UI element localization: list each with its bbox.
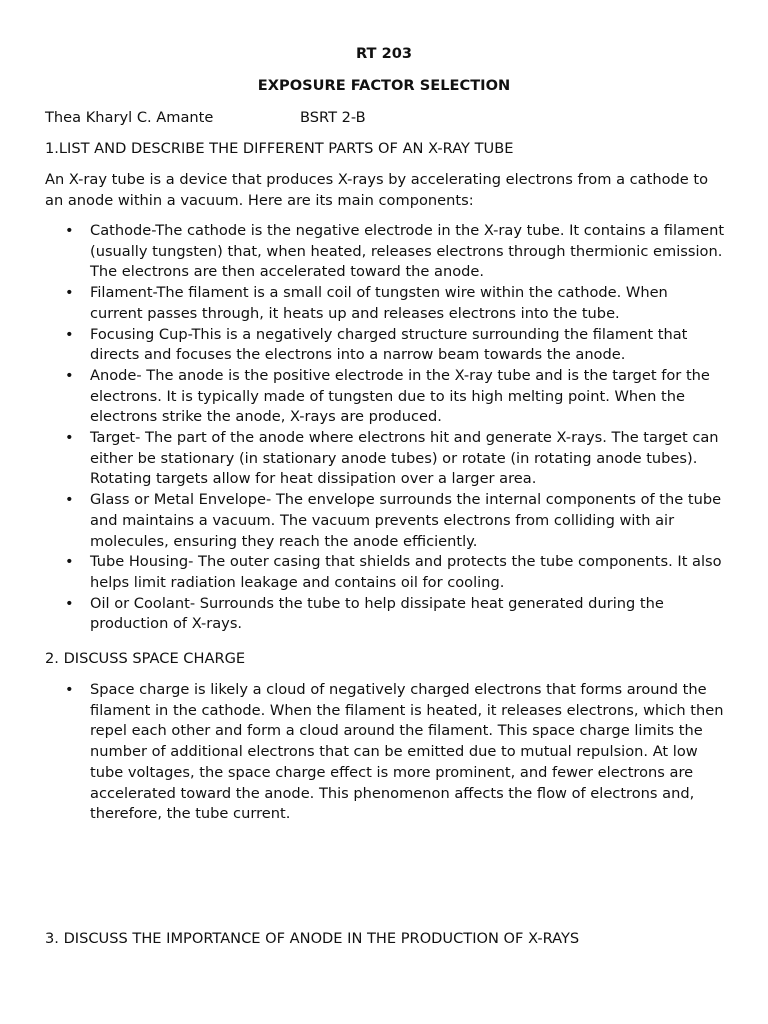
list-item-text: Target- The part of the anode where electrons hit and generate X-rays. The target can either be stationary (in stationary anode tubes) or rotate (in rotating anode tubes). Rotating targets allow for heat dissipation over a larger area. — [90, 429, 719, 488]
list-item — [45, 680, 725, 825]
bullet-icon: • — [65, 429, 74, 447]
list-item — [45, 221, 725, 283]
bullet-icon: • — [65, 491, 74, 509]
list-item-text: Glass or Metal Envelope- The envelope surrounds the internal components of the tube and maintains a vacuum. The vacuum prevents electrons from colliding with air molecules, ensuring they reach the anode efficiently. — [90, 491, 722, 550]
list-item — [45, 283, 725, 324]
list-item-text: Cathode-The cathode is the negative electrode in the X-ray tube. It contains a filament (usually tungsten) that, when heated, releases electrons through thermionic emission. The electrons are then accelerated toward the anode. — [90, 222, 725, 281]
question-2-heading: 2. DISCUSS SPACE CHARGE — [45, 650, 246, 667]
question-3-heading: 3. DISCUSS THE IMPORTANCE OF ANODE IN THE PRODUCTION OF X-RAYS — [45, 930, 580, 947]
list-item — [45, 428, 725, 490]
bullet-icon: • — [65, 222, 74, 239]
list-item-text: Oil or Coolant- Surrounds the tube to help dissipate heat generated during the production of X-rays. — [90, 594, 664, 633]
list-item — [45, 366, 725, 428]
list-item — [45, 325, 725, 366]
bullet-icon: • — [65, 366, 74, 384]
list-item — [45, 552, 725, 593]
bullet-icon: • — [65, 594, 74, 612]
question-1-heading: 1.LIST AND DESCRIBE THE DIFFERENT PARTS OF AN X-RAY TUBE — [45, 140, 514, 157]
question-1-list — [45, 221, 725, 635]
list-item — [45, 594, 725, 635]
list-item-text: Focusing Cup-This is a negatively charged structure surrounding the filament that directs and focuses the electrons into a narrow beam towards the anode. — [90, 325, 688, 364]
bullet-icon: • — [65, 553, 74, 571]
bullet-icon: • — [65, 681, 74, 698]
list-item-text: Space charge is likely a cloud of negatively charged electrons that forms around the filament in the cathode. When the filament is heated, it releases electrons, which then repel each other and form a cloud around the filament. This space charge limits the number of additional electrons that can be emitted due to mutual repulsion. At low tube voltages, the space charge effect is more prominent, and fewer electrons are accelerated toward the anode. This phenomenon affects the flow of electrons and, therefore, the tube current. — [90, 681, 724, 823]
list-item-text: Filament-The filament is a small coil of tungsten wire within the cathode. When current passes through, it heats up and releases electrons into the tube. — [90, 284, 668, 322]
document-title: EXPOSURE FACTOR SELECTION — [257, 77, 511, 94]
list-item-text: Anode- The anode is the positive electrode in the X-ray tube and is the target for the electrons. It is typically made of tungsten due to its high melting point. When the electrons strike the anode, X-rays are produced. — [90, 366, 710, 426]
course-code: RT 203 — [355, 45, 413, 62]
question-2-list — [45, 680, 725, 825]
author-name: Thea Kharyl C. Amante — [45, 109, 214, 126]
list-item — [45, 490, 725, 552]
question-1-intro: An X-ray tube is a device that produces X-rays by accelerating electrons from a cathode to an anode within a vacuum. Here are its main components: — [45, 171, 709, 209]
list-item-text: Tube Housing- The outer casing that shields and protects the tube components. It also helps limit radiation leakage and contains oil for cooling. — [90, 553, 722, 591]
bullet-icon: • — [65, 284, 74, 302]
section-label: BSRT 2-B — [300, 109, 366, 126]
bullet-icon: • — [65, 325, 74, 343]
